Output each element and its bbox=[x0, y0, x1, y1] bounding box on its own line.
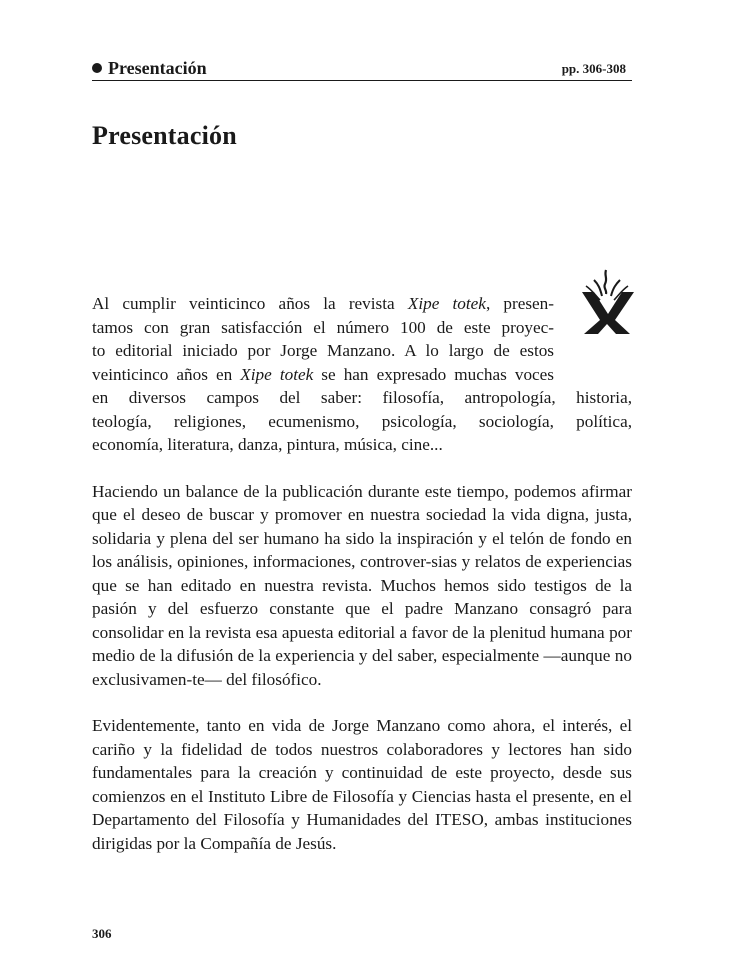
paragraph-1-line-7: economía, literatura, danza, pintura, música, cine... bbox=[92, 435, 443, 454]
text-fragment: , presen- bbox=[485, 294, 554, 313]
page-title: Presentación bbox=[92, 121, 237, 150]
paragraph-1-line-4 bbox=[92, 363, 554, 387]
paragraph-1-line-6: teología, religiones, ecumenismo, psicología, sociología, política, bbox=[92, 411, 632, 431]
journal-name: Xipe totek bbox=[407, 294, 486, 313]
paragraph-1-line-1 bbox=[92, 292, 554, 316]
text-fragment: Al cumplir veinticinco años la revista bbox=[92, 294, 408, 313]
paragraph-1-line-2: tamos con gran satisfacción el número 100 de este proyec- bbox=[92, 317, 554, 337]
paragraph-1-line-3: to editorial iniciado por Jorge Manzano. A lo largo de estos bbox=[92, 341, 554, 360]
paragraph-1-line-5: en diversos campos del saber: filosofía, antropología, historia, bbox=[92, 388, 632, 407]
paragraph-1 bbox=[92, 292, 632, 457]
paragraph-2: Haciendo un balance de la publicación durante este tiempo, podemos afirmar que el deseo de buscar y promover en nuestra sociedad la vida digna, justa, solidaria y plena del ser humano ha sido la inspiración y el telón de fondo en los análisis, opiniones, informaciones, controver-sias y relatos de experiencias que se han editado en nuestra revista. Muchos hemos sido testigos de la pasión y del esfuerzo constante que el padre Manzano consagró para consolidar en la revista esa apuesta editorial a favor de la plenitud humana por medio de la difusión de la experiencia y del saber, especialmente —aunque no exclusivamen-te— del filosófico. bbox=[92, 481, 632, 689]
paragraph-3: Evidentemente, tanto en vida de Jorge Manzano como ahora, el interés, el cariño y la fidelidad de todos nuestros colaboradores y lectores han sido fundamentales para la creación y continuidad de este proyecto, desde sus comienzos en el Instituto Libre de Filosofía y Ciencias hasta el presente, en el Departamento del Filosofía y Humanidades del ITESO, ambas instituciones dirigidas por la Compañía de Jesús. bbox=[92, 716, 632, 853]
text-fragment: veinticinco años en bbox=[92, 364, 241, 384]
text-fragment: se han expresado muchas voces bbox=[313, 364, 554, 384]
running-header bbox=[92, 58, 632, 81]
header-page-range: pp. 306-308 bbox=[561, 61, 626, 76]
page-number: 306 bbox=[92, 926, 112, 941]
bullet-icon bbox=[92, 63, 102, 73]
journal-name: Xipe totek bbox=[240, 364, 314, 384]
header-section-label: Presentación bbox=[108, 58, 207, 78]
article-body bbox=[92, 292, 632, 878]
header-section bbox=[92, 58, 207, 78]
